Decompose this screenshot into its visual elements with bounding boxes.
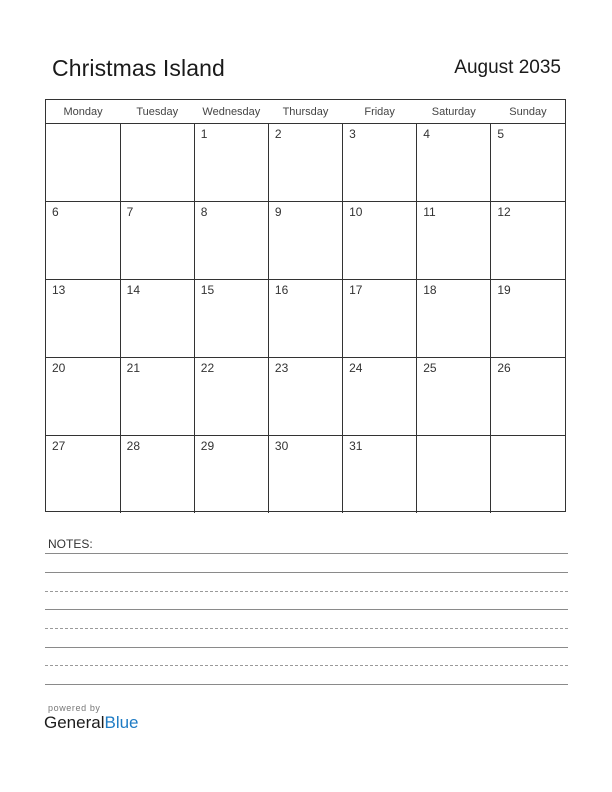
day-cell <box>491 358 565 436</box>
day-cell <box>46 358 120 436</box>
calendar-table <box>46 100 565 513</box>
weekday-friday: Friday <box>343 100 417 124</box>
brand-general-text: General <box>44 713 105 732</box>
day-number: 21 <box>126 361 140 375</box>
day-cell <box>268 436 342 514</box>
day-number: 5 <box>497 127 505 141</box>
day-cell <box>194 124 268 202</box>
day-cell <box>46 202 120 280</box>
day-cell <box>343 436 417 514</box>
day-number: 23 <box>274 361 289 375</box>
notes-line <box>45 647 568 648</box>
day-number: 11 <box>423 205 436 219</box>
powered-by-text: powered by <box>48 703 101 713</box>
day-number: 8 <box>200 205 208 219</box>
notes-line <box>45 609 568 610</box>
day-cell <box>491 124 565 202</box>
day-cell <box>343 358 417 436</box>
day-cell <box>120 358 194 436</box>
day-cell <box>417 436 491 514</box>
day-number: 17 <box>349 283 363 297</box>
day-cell <box>268 202 342 280</box>
notes-line <box>45 572 568 573</box>
day-cell <box>120 436 194 514</box>
weekday-monday: Monday <box>46 100 120 124</box>
day-number: 31 <box>349 439 363 453</box>
weekday-saturday: Saturday <box>417 100 491 124</box>
day-number: 27 <box>52 439 66 453</box>
day-cell <box>343 202 417 280</box>
brand-blue-text: Blue <box>104 713 139 732</box>
notes-line <box>45 591 568 592</box>
day-number: 26 <box>497 361 511 375</box>
day-number: 3 <box>349 127 356 141</box>
generalblue-branding <box>44 703 139 733</box>
day-number <box>46 124 120 141</box>
day-cell <box>491 436 565 514</box>
day-cell <box>417 358 491 436</box>
day-number: 15 <box>200 283 215 297</box>
day-cell <box>268 358 342 436</box>
day-number: 13 <box>52 283 66 297</box>
day-number: 4 <box>423 127 430 141</box>
day-number: 2 <box>274 127 282 141</box>
day-number <box>417 436 490 453</box>
day-number <box>121 124 194 141</box>
day-cell <box>417 280 491 358</box>
day-number: 1 <box>200 127 208 141</box>
day-number: 9 <box>274 205 282 219</box>
week-row-2 <box>46 202 565 280</box>
day-cell <box>46 124 120 202</box>
notes-line <box>45 628 568 629</box>
weekday-wednesday: Wednesday <box>194 100 268 124</box>
day-cell <box>194 280 268 358</box>
notes-line <box>45 553 568 554</box>
day-number: 16 <box>274 283 289 297</box>
day-cell <box>194 358 268 436</box>
country-title: Christmas Island <box>52 55 225 81</box>
day-number: 20 <box>52 361 66 375</box>
day-cell <box>120 202 194 280</box>
day-number: 25 <box>423 361 437 375</box>
day-number: 22 <box>200 361 215 375</box>
day-cell <box>194 436 268 514</box>
notes-line <box>45 684 568 685</box>
day-number: 24 <box>349 361 363 375</box>
day-cell <box>120 280 194 358</box>
day-number: 14 <box>126 283 140 297</box>
day-number <box>491 436 565 453</box>
day-number: 7 <box>126 205 134 219</box>
day-number: 19 <box>497 283 511 297</box>
day-number: 30 <box>274 439 289 453</box>
week-row-5 <box>46 436 565 514</box>
notes-line <box>45 665 568 666</box>
week-row-4 <box>46 358 565 436</box>
week-row-1 <box>46 124 565 202</box>
day-number: 18 <box>423 283 437 297</box>
weekday-header-row <box>46 100 565 124</box>
weekday-tuesday: Tuesday <box>120 100 194 124</box>
weekday-thursday: Thursday <box>268 100 342 124</box>
week-row-3 <box>46 280 565 358</box>
day-cell <box>120 124 194 202</box>
day-cell <box>343 124 417 202</box>
day-number: 12 <box>497 205 511 219</box>
day-cell <box>46 280 120 358</box>
month-year-title: August 2035 <box>454 57 561 78</box>
day-cell <box>194 202 268 280</box>
generalblue-logo <box>44 713 139 733</box>
day-cell <box>491 280 565 358</box>
day-number: 10 <box>349 205 363 219</box>
day-number: 28 <box>126 439 140 453</box>
day-cell <box>417 124 491 202</box>
day-cell <box>343 280 417 358</box>
weekday-sunday: Sunday <box>491 100 565 124</box>
day-cell <box>417 202 491 280</box>
day-cell <box>268 280 342 358</box>
day-cell <box>268 124 342 202</box>
calendar-grid <box>45 99 566 512</box>
day-number: 6 <box>52 205 59 219</box>
notes-label: NOTES: <box>48 537 93 551</box>
day-cell <box>491 202 565 280</box>
day-number: 29 <box>200 439 215 453</box>
day-cell <box>46 436 120 514</box>
